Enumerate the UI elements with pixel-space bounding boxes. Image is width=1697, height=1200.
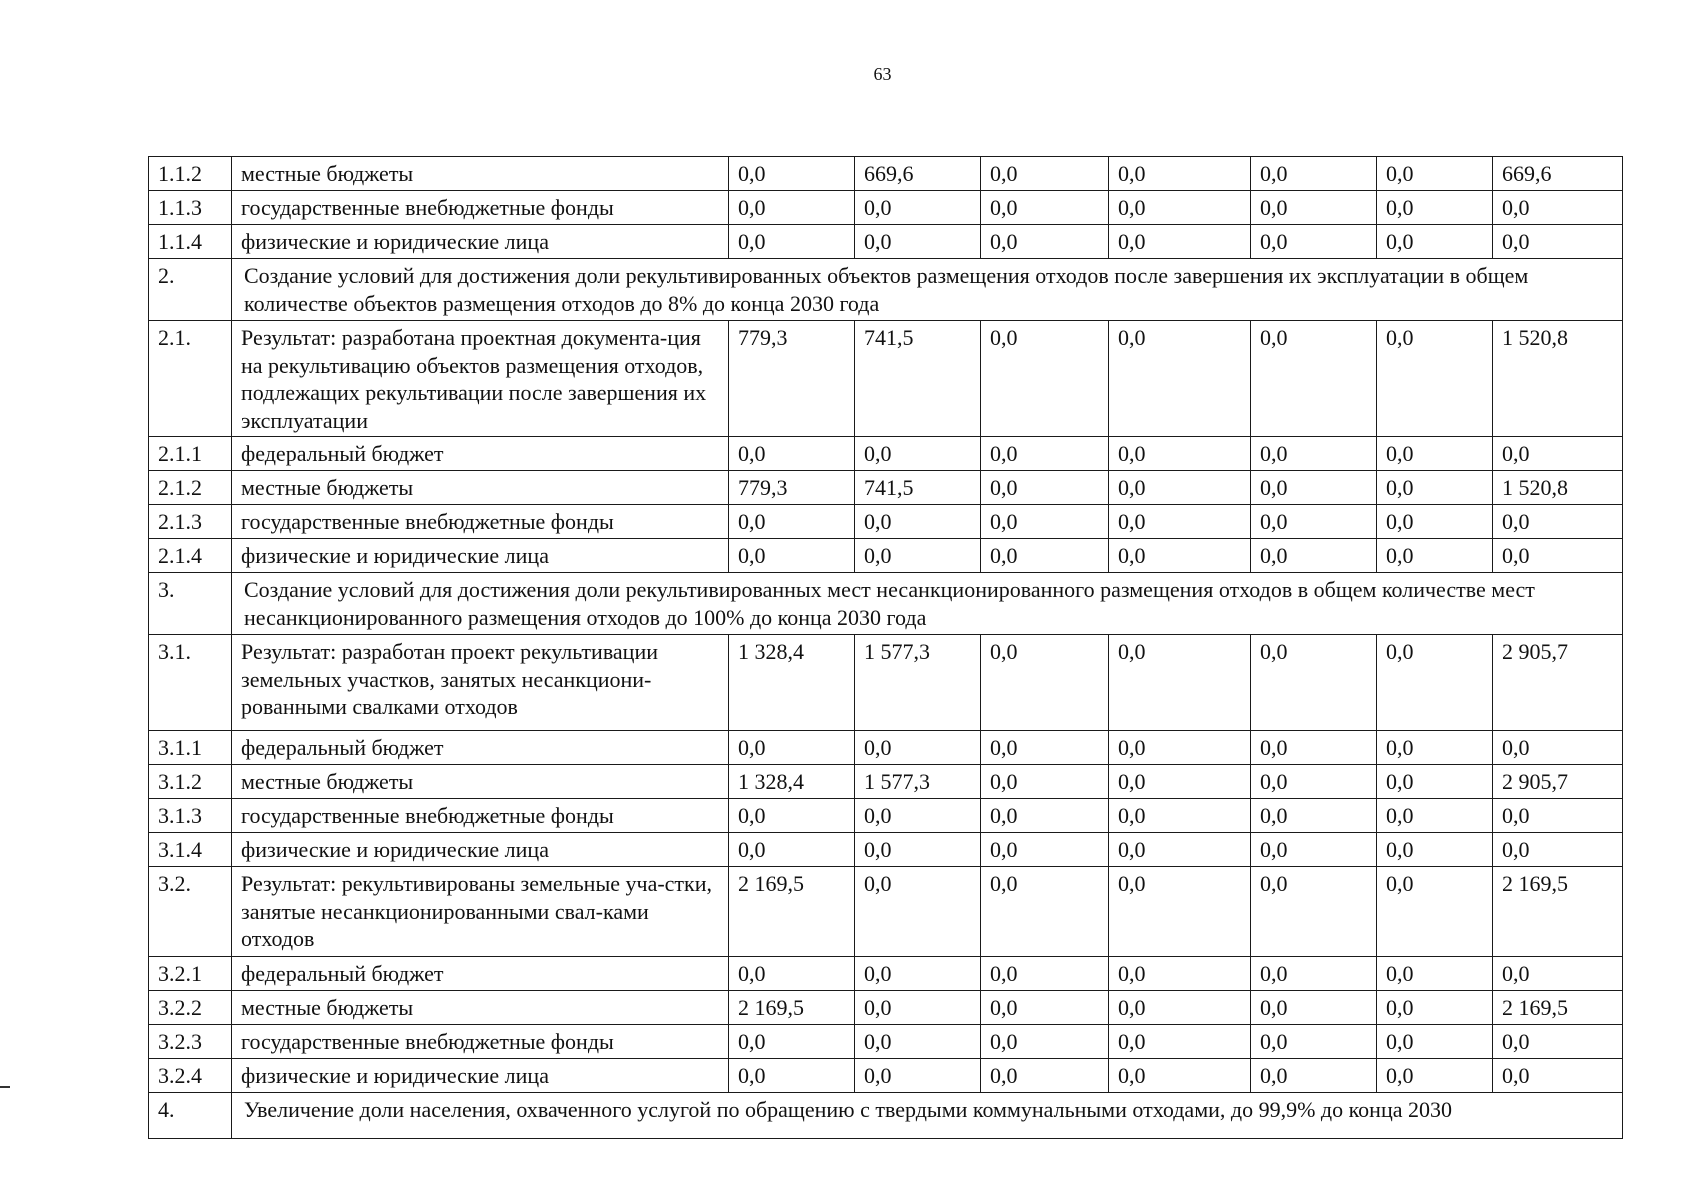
value-cell: 0,0 [981, 539, 1109, 573]
row-number: 3.1.2 [149, 765, 232, 799]
value-cell: 0,0 [1251, 225, 1377, 259]
row-label: местные бюджеты [232, 991, 729, 1025]
table-row [149, 957, 1623, 991]
value-cell: 0,0 [1109, 191, 1251, 225]
table-row [149, 471, 1623, 505]
value-cell: 0,0 [1251, 731, 1377, 765]
value-cell: 0,0 [1109, 957, 1251, 991]
row-number: 4. [149, 1093, 232, 1139]
value-cell: 0,0 [981, 1059, 1109, 1093]
row-number: 3.2. [149, 867, 232, 957]
value-cell: 0,0 [729, 157, 855, 191]
page-number: 63 [873, 64, 892, 84]
row-number: 3.2.3 [149, 1025, 232, 1059]
value-cell: 0,0 [981, 505, 1109, 539]
table-row [149, 437, 1623, 471]
value-cell: 0,0 [1251, 437, 1377, 471]
value-cell: 0,0 [981, 867, 1109, 957]
value-cell: 0,0 [1377, 471, 1493, 505]
value-cell: 0,0 [981, 1025, 1109, 1059]
value-cell: 0,0 [855, 833, 981, 867]
value-cell: 0,0 [1377, 867, 1493, 957]
total-cell: 1 520,8 [1493, 321, 1623, 437]
row-label: физические и юридические лица [232, 1059, 729, 1093]
table-row [149, 1025, 1623, 1059]
value-cell: 0,0 [855, 1059, 981, 1093]
row-number: 3.1. [149, 635, 232, 731]
value-cell: 0,0 [1109, 867, 1251, 957]
value-cell: 0,0 [1109, 635, 1251, 731]
value-cell: 779,3 [729, 321, 855, 437]
value-cell: 0,0 [1109, 471, 1251, 505]
total-cell: 0,0 [1493, 1025, 1623, 1059]
value-cell: 0,0 [729, 437, 855, 471]
row-number: 3.1.4 [149, 833, 232, 867]
section-title: Создание условий для достижения доли рекультивированных мест несанкционированного размещения отходов в общем количестве мест несанкционированного размещения отходов до 100% до конца 2030 года [232, 573, 1623, 635]
section-row [149, 1093, 1623, 1139]
value-cell: 0,0 [1251, 957, 1377, 991]
value-cell: 0,0 [1377, 731, 1493, 765]
table-row [149, 157, 1623, 191]
table-row [149, 799, 1623, 833]
table-row [149, 505, 1623, 539]
value-cell: 0,0 [981, 765, 1109, 799]
value-cell: 0,0 [1377, 437, 1493, 471]
row-number: 3. [149, 573, 232, 635]
value-cell: 1 577,3 [855, 635, 981, 731]
value-cell: 0,0 [729, 539, 855, 573]
table-row [149, 731, 1623, 765]
row-label: Результат: разработан проект рекультивации земельных участков, занятых несанкциони-рованными свалками отходов [232, 635, 729, 731]
row-number: 1.1.2 [149, 157, 232, 191]
value-cell: 0,0 [855, 505, 981, 539]
value-cell: 0,0 [1251, 635, 1377, 731]
value-cell: 2 169,5 [729, 867, 855, 957]
value-cell: 0,0 [1377, 1025, 1493, 1059]
value-cell: 0,0 [1251, 471, 1377, 505]
table-row [149, 833, 1623, 867]
total-cell: 0,0 [1493, 539, 1623, 573]
total-cell: 2 169,5 [1493, 867, 1623, 957]
value-cell: 1 577,3 [855, 765, 981, 799]
row-number: 2.1.4 [149, 539, 232, 573]
total-cell: 0,0 [1493, 1059, 1623, 1093]
value-cell: 0,0 [1377, 505, 1493, 539]
value-cell: 0,0 [1251, 1025, 1377, 1059]
row-label: федеральный бюджет [232, 731, 729, 765]
value-cell: 0,0 [1377, 635, 1493, 731]
total-cell: 2 169,5 [1493, 991, 1623, 1025]
total-cell: 2 905,7 [1493, 765, 1623, 799]
total-cell: 1 520,8 [1493, 471, 1623, 505]
value-cell: 0,0 [1109, 1025, 1251, 1059]
row-number: 1.1.4 [149, 225, 232, 259]
value-cell: 0,0 [855, 731, 981, 765]
row-label: физические и юридические лица [232, 833, 729, 867]
value-cell: 0,0 [729, 191, 855, 225]
table-row [149, 765, 1623, 799]
total-cell: 2 905,7 [1493, 635, 1623, 731]
value-cell: 0,0 [981, 437, 1109, 471]
value-cell: 0,0 [1251, 191, 1377, 225]
value-cell: 0,0 [1109, 505, 1251, 539]
total-cell: 0,0 [1493, 957, 1623, 991]
value-cell: 0,0 [729, 799, 855, 833]
value-cell: 0,0 [855, 957, 981, 991]
value-cell: 0,0 [855, 437, 981, 471]
value-cell: 0,0 [1109, 765, 1251, 799]
value-cell: 0,0 [1377, 1059, 1493, 1093]
total-cell: 0,0 [1493, 731, 1623, 765]
row-number: 2.1.2 [149, 471, 232, 505]
table-body [149, 157, 1623, 1139]
value-cell: 0,0 [729, 731, 855, 765]
value-cell: 0,0 [1109, 157, 1251, 191]
row-number: 2.1.1 [149, 437, 232, 471]
row-label: физические и юридические лица [232, 539, 729, 573]
value-cell: 0,0 [855, 799, 981, 833]
value-cell: 0,0 [1251, 799, 1377, 833]
value-cell: 0,0 [729, 225, 855, 259]
value-cell: 0,0 [729, 1025, 855, 1059]
value-cell: 0,0 [1377, 191, 1493, 225]
value-cell: 669,6 [855, 157, 981, 191]
row-number: 2. [149, 259, 232, 321]
value-cell: 779,3 [729, 471, 855, 505]
section-title: Создание условий для достижения доли рекультивированных объектов размещения отходов после завершения их эксплуатации в общем количестве объектов размещения отходов до 8% до конца 2030 года [232, 259, 1623, 321]
value-cell: 0,0 [1109, 799, 1251, 833]
value-cell: 0,0 [1109, 991, 1251, 1025]
value-cell: 0,0 [981, 957, 1109, 991]
value-cell: 0,0 [1251, 1059, 1377, 1093]
value-cell: 0,0 [855, 867, 981, 957]
value-cell: 0,0 [1251, 991, 1377, 1025]
table-row [149, 1059, 1623, 1093]
value-cell: 0,0 [1377, 157, 1493, 191]
value-cell: 741,5 [855, 321, 981, 437]
value-cell: 0,0 [981, 635, 1109, 731]
total-cell: 0,0 [1493, 437, 1623, 471]
table-row [149, 539, 1623, 573]
value-cell: 0,0 [981, 799, 1109, 833]
total-cell: 0,0 [1493, 225, 1623, 259]
row-number: 3.2.2 [149, 991, 232, 1025]
value-cell: 1 328,4 [729, 765, 855, 799]
table-row [149, 225, 1623, 259]
row-label: местные бюджеты [232, 765, 729, 799]
value-cell: 0,0 [1109, 539, 1251, 573]
section-row [149, 259, 1623, 321]
value-cell: 0,0 [855, 991, 981, 1025]
value-cell: 0,0 [981, 731, 1109, 765]
value-cell: 2 169,5 [729, 991, 855, 1025]
row-label: федеральный бюджет [232, 437, 729, 471]
value-cell: 0,0 [1377, 225, 1493, 259]
value-cell: 0,0 [1251, 765, 1377, 799]
row-number: 3.2.4 [149, 1059, 232, 1093]
value-cell: 0,0 [1109, 1059, 1251, 1093]
row-label: государственные внебюджетные фонды [232, 799, 729, 833]
section-row [149, 573, 1623, 635]
value-cell: 0,0 [1377, 833, 1493, 867]
row-label: государственные внебюджетные фонды [232, 191, 729, 225]
row-number: 3.1.3 [149, 799, 232, 833]
value-cell: 0,0 [1251, 539, 1377, 573]
table-row [149, 991, 1623, 1025]
total-cell: 0,0 [1493, 191, 1623, 225]
result-row [149, 867, 1623, 957]
result-row [149, 635, 1623, 731]
value-cell: 0,0 [981, 157, 1109, 191]
value-cell: 0,0 [855, 1025, 981, 1059]
value-cell: 0,0 [1109, 225, 1251, 259]
value-cell: 0,0 [981, 225, 1109, 259]
row-label: Результат: разработана проектная документа-ция на рекультивацию объектов размещения отходов, подлежащих рекультивации после завершения их эксплуатации [232, 321, 729, 437]
value-cell: 0,0 [1377, 799, 1493, 833]
value-cell: 1 328,4 [729, 635, 855, 731]
scan-mark [0, 1086, 10, 1088]
value-cell: 0,0 [1251, 867, 1377, 957]
value-cell: 0,0 [1377, 539, 1493, 573]
value-cell: 0,0 [1377, 765, 1493, 799]
value-cell: 0,0 [729, 505, 855, 539]
value-cell: 0,0 [1377, 957, 1493, 991]
total-cell: 0,0 [1493, 505, 1623, 539]
row-number: 3.1.1 [149, 731, 232, 765]
value-cell: 0,0 [981, 321, 1109, 437]
value-cell: 0,0 [729, 1059, 855, 1093]
value-cell: 0,0 [729, 957, 855, 991]
value-cell: 741,5 [855, 471, 981, 505]
result-row [149, 321, 1623, 437]
row-number: 2.1. [149, 321, 232, 437]
value-cell: 0,0 [981, 991, 1109, 1025]
total-cell: 0,0 [1493, 799, 1623, 833]
value-cell: 0,0 [729, 833, 855, 867]
value-cell: 0,0 [981, 833, 1109, 867]
total-cell: 669,6 [1493, 157, 1623, 191]
value-cell: 0,0 [855, 539, 981, 573]
total-cell: 0,0 [1493, 833, 1623, 867]
value-cell: 0,0 [1109, 437, 1251, 471]
value-cell: 0,0 [1109, 833, 1251, 867]
value-cell: 0,0 [1109, 321, 1251, 437]
row-number: 1.1.3 [149, 191, 232, 225]
value-cell: 0,0 [1251, 157, 1377, 191]
value-cell: 0,0 [1109, 731, 1251, 765]
value-cell: 0,0 [981, 471, 1109, 505]
value-cell: 0,0 [1377, 321, 1493, 437]
value-cell: 0,0 [855, 191, 981, 225]
row-label: местные бюджеты [232, 157, 729, 191]
row-label: государственные внебюджетные фонды [232, 1025, 729, 1059]
value-cell: 0,0 [1377, 991, 1493, 1025]
budget-table [148, 156, 1623, 1139]
row-label: государственные внебюджетные фонды [232, 505, 729, 539]
row-label: местные бюджеты [232, 471, 729, 505]
table-row [149, 191, 1623, 225]
value-cell: 0,0 [1251, 321, 1377, 437]
value-cell: 0,0 [1251, 505, 1377, 539]
value-cell: 0,0 [855, 225, 981, 259]
row-label: федеральный бюджет [232, 957, 729, 991]
section-title: Увеличение доли населения, охваченного услугой по обращению с твердыми коммунальными отходами, до 99,9% до конца 2030 [232, 1093, 1623, 1139]
value-cell: 0,0 [1251, 833, 1377, 867]
value-cell: 0,0 [981, 191, 1109, 225]
row-label: Результат: рекультивированы земельные уча-стки, занятые несанкционированными свал-ками отходов [232, 867, 729, 957]
row-label: физические и юридические лица [232, 225, 729, 259]
row-number: 3.2.1 [149, 957, 232, 991]
row-number: 2.1.3 [149, 505, 232, 539]
